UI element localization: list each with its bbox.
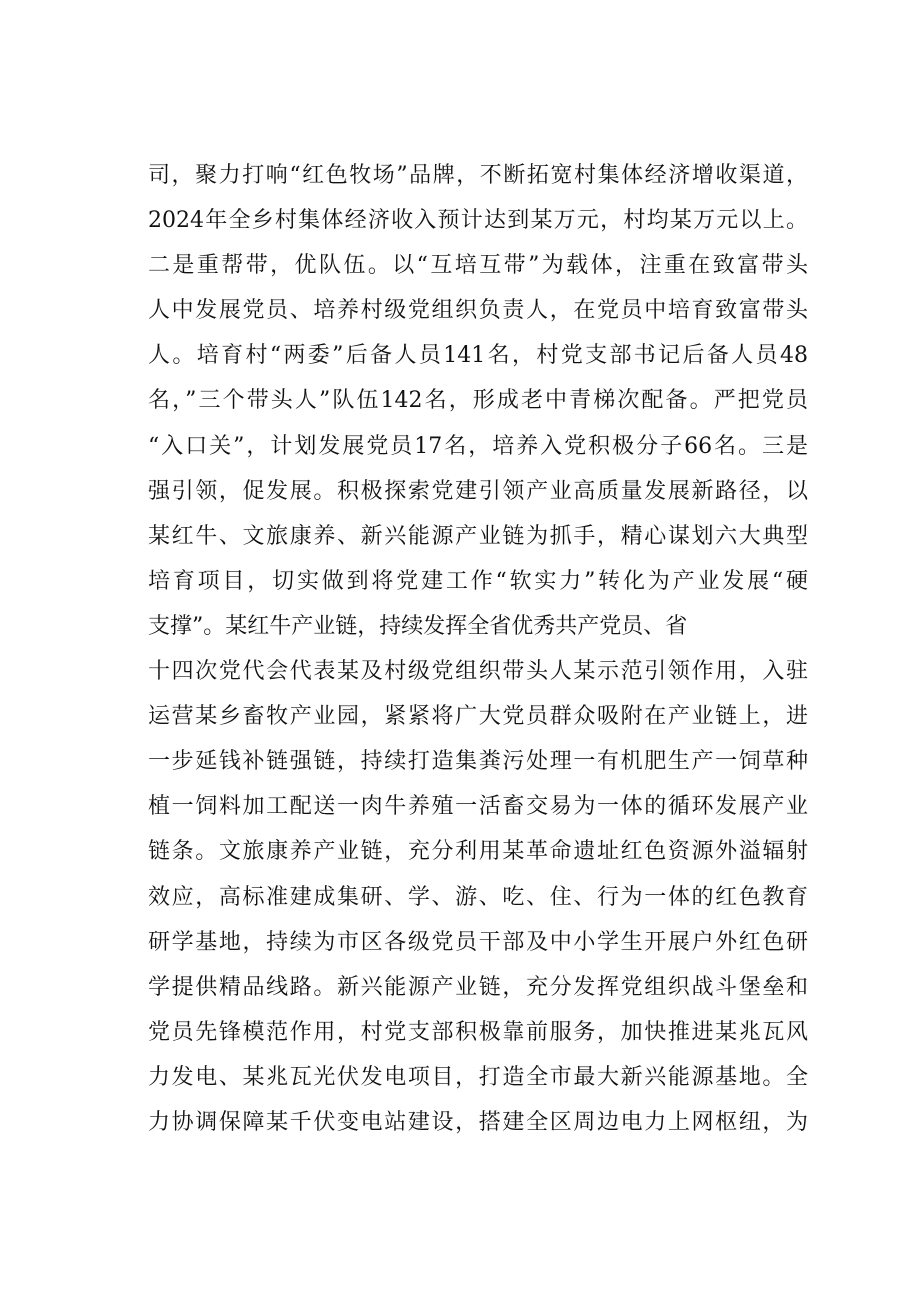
- text-line-8: 强引领，促发展。积极探索党建引领产业高质量发展新路径，以: [148, 478, 808, 504]
- text-line-10: 培育项目，切实做到将党建工作“软实力”转化为产业发展“硬: [148, 568, 808, 594]
- body-text: [148, 153, 808, 1145]
- text-line-20: 党员先锋模范作用，村党支部积极靠前服务，加快推进某兆瓦风: [148, 1019, 808, 1045]
- text-line-4: 人中发展党员、培养村级党组织负责人，在党员中培育致富带头: [148, 298, 808, 324]
- text-line-19: 学提供精品线路。新兴能源产业链，充分发挥党组织战斗堡垒和: [148, 974, 808, 1000]
- text-line-13: 运营某乡畜牧产业园，紧紧将广大党员群众吸附在产业链上，进: [148, 704, 808, 730]
- text-line-2: 2024年全乡村集体经济收入预计达到某万元，村均某万元以上。: [148, 208, 808, 234]
- text-line-9: 某红牛、文旅康养、新兴能源产业链为抓手，精心谋划六大典型: [148, 523, 808, 549]
- text-line-7: “入口关”，计划发展党员17名，培养入党积极分子66名。三是: [148, 433, 808, 459]
- text-line-12: 十四次党代会代表某及村级党组织带头人某示范引领作用，入驻: [148, 659, 808, 685]
- text-line-21: 力发电、某兆瓦光伏发电项目，打造全市最大新兴能源基地。全: [148, 1064, 808, 1090]
- text-line-11: 支撑”。某红牛产业链，持续发挥全省优秀共产党员、省: [148, 613, 688, 639]
- text-line-6: 名，”三个带头人”队伍142名，形成老中青梯次配备。严把党员: [148, 388, 808, 414]
- text-line-14: 一步延钱补链强链，持续打造集粪污处理一有机肥生产一饲草种: [148, 749, 808, 775]
- text-line-1: 司，聚力打响“红色牧场”品牌，不断拓宽村集体经济增收渠道，: [148, 163, 808, 188]
- text-line-22: 力协调保障某千伏变电站建设，搭建全区周边电力上网枢纽，为: [148, 1109, 808, 1135]
- text-line-18: 研学基地，持续为市区各级党员干部及中小学生开展户外红色研: [148, 929, 808, 955]
- text-line-17: 效应，高标准建成集研、学、游、吃、住、行为一体的红色教育: [148, 884, 808, 910]
- text-line-15: 植一饲料加工配送一肉牛养殖一活畜交易为一体的循环发展产业: [148, 794, 808, 820]
- text-line-5: 人。培育村“两委”后备人员141名，村党支部书记后备人员48: [148, 343, 808, 369]
- text-line-16: 链条。文旅康养产业链，充分利用某革命遗址红色资源外溢辐射: [148, 839, 808, 865]
- text-line-3: 二是重帮带，优队伍。以“互培互带”为载体，注重在致富带头: [148, 253, 808, 279]
